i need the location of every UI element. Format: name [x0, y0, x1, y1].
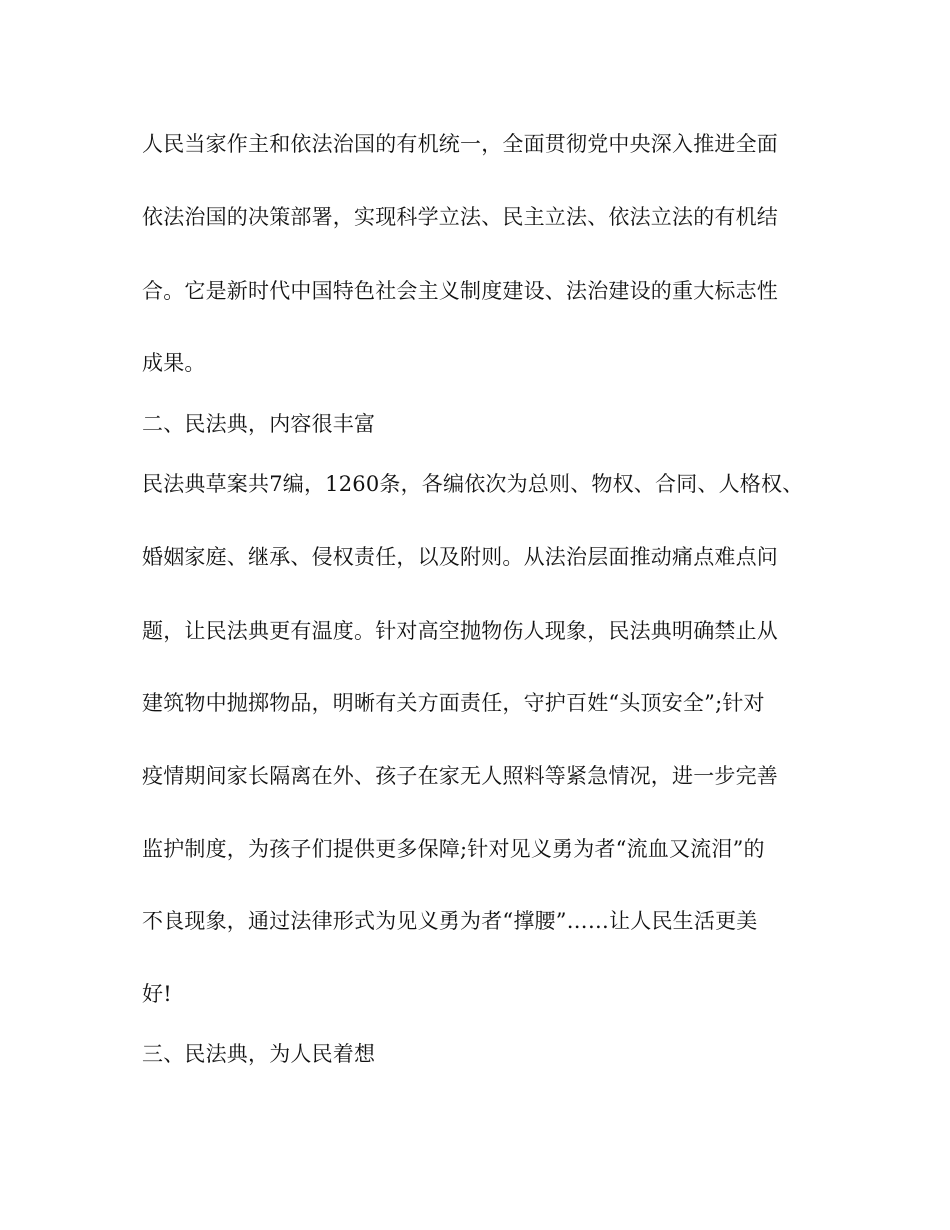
paragraph-line: 成果。	[142, 351, 206, 375]
paragraph-line: 监护制度，为孩子们提供更多保障;针对见义勇为者“流血又流泪”的	[142, 837, 765, 861]
paragraph-line: 不良现象，通过法律形式为见义勇为者“撑腰”……让人民生活更美	[142, 909, 758, 933]
paragraph-line: 民法典草案共7编，1260条，各编依次为总则、物权、合同、人格权、	[142, 472, 804, 496]
paragraph-line: 合。它是新时代中国特色社会主义制度建设、法治建设的重大标志性	[142, 279, 778, 303]
paragraph-line: 题，让民法典更有温度。针对高空抛物伤人现象，民法典明确禁止从	[142, 619, 778, 643]
paragraph-line: 人民当家作主和依法治国的有机统一，全面贯彻党中央深入推进全面	[142, 132, 778, 156]
paragraph-line: 依法治国的决策部署，实现科学立法、民主立法、依法立法的有机结	[142, 205, 778, 229]
section-heading: 二、民法典，内容很丰富	[142, 412, 376, 436]
paragraph-line: 建筑物中抛掷物品，明晰有关方面责任，守护百姓“头顶安全”;针对	[142, 691, 765, 715]
paragraph-line: 婚姻家庭、继承、侵权责任，以及附则。从法治层面推动痛点难点问	[142, 545, 778, 569]
paragraph-line: 疫情期间家长隔离在外、孩子在家无人照料等紧急情况，进一步完善	[142, 764, 778, 788]
section-heading: 三、民法典，为人民着想	[142, 1042, 376, 1066]
paragraph-line: 好!	[142, 982, 172, 1006]
